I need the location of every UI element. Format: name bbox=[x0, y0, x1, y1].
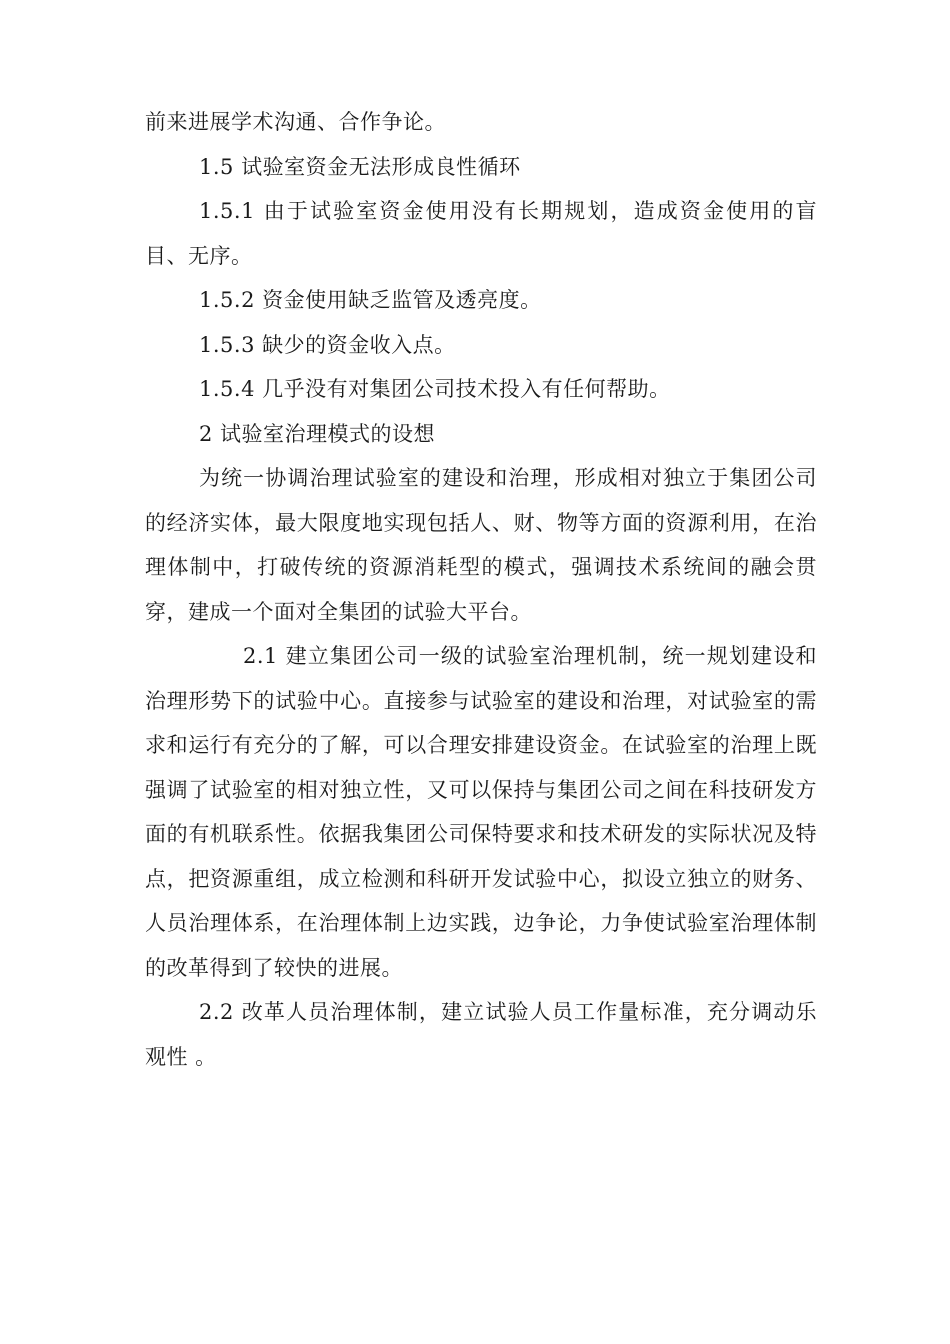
paragraph-2-1: 2.1 建立集团公司一级的试验室治理机制，统一规划建设和治理形势下的试验中心。直接参与试验室的建设和治理，对试验室的需求和运行有充分的了解，可以合理安排建设资金。在试验室的治理上既强调了试验室的相对独立性，又可以保持与集团公司之间在科技研发方面的有机联系性。依据我集团公司保特要求和技术研发的实际状况及特点，把资源重组，成立检测和科研开发试验中心，拟设立独立的财务、人员治理体系，在治理体制上边实践，边争论，力争使试验室治理体制的改革得到了较快的进展。 bbox=[145, 644, 817, 980]
section-heading-2: 2 试验室治理模式的设想 bbox=[199, 421, 436, 446]
section-heading-1-5: 1.5 试验室资金无法形成良性循环 bbox=[199, 154, 521, 179]
document-body bbox=[145, 100, 817, 1079]
item-1-5-2: 1.5.2 资金使用缺乏监管及透亮度。 bbox=[199, 288, 542, 312]
item-1-5-4: 1.5.4 几乎没有对集团公司技术投入有任何帮助。 bbox=[199, 377, 671, 401]
item-1-5-3: 1.5.3 缺少的资金收入点。 bbox=[199, 332, 456, 357]
paragraph-section-2-intro: 为统一协调治理试验室的建设和治理，形成相对独立于集团公司的经济实体，最大限度地实现包括人、财、物等方面的资源利用，在治理体制中，打破传统的资源消耗型的模式，强调技术系统间的融会贯穿，建成一个面对全集团的试验大平台。 bbox=[145, 466, 817, 624]
paragraph-2-2: 2.2 改革人员治理体制，建立试验人员工作量标准，充分调动乐观性 。 bbox=[145, 1000, 817, 1069]
paragraph-continuation: 前来进展学术沟通、合作争论。 bbox=[145, 110, 446, 134]
item-1-5-1: 1.5.1 由于试验室资金使用没有长期规划，造成资金使用的盲目、无序。 bbox=[145, 199, 817, 268]
